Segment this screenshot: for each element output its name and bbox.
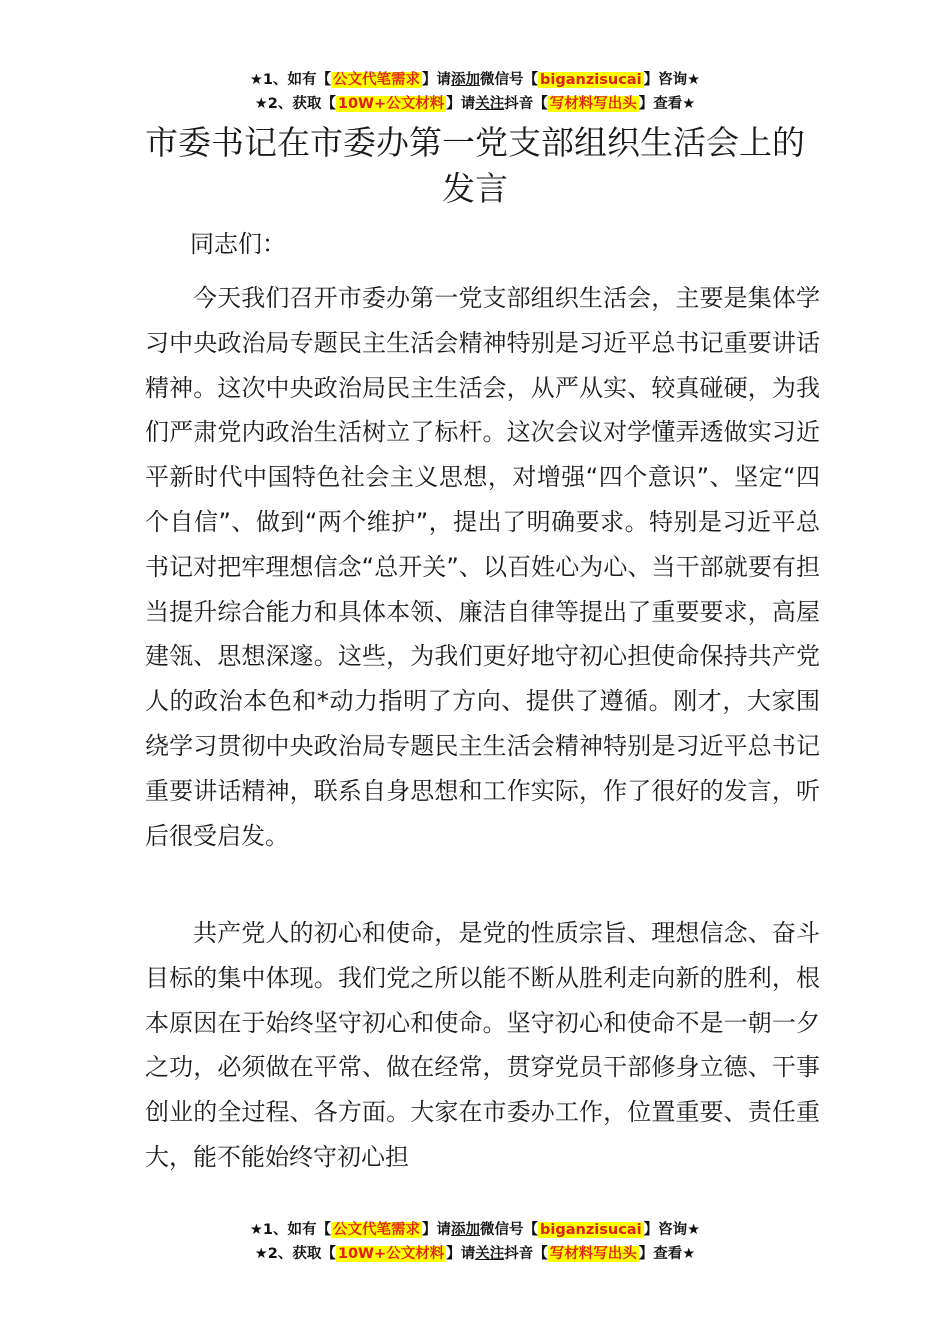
promo-text: 】查看★ <box>638 96 696 112</box>
promo-highlight: 10W+公文材料 <box>337 96 445 112</box>
salutation: 同志们： <box>190 230 286 258</box>
promo-line-2 <box>0 1242 950 1266</box>
promo-text: ★2、获取【 <box>254 1246 336 1262</box>
promo-highlight: biganzisucai <box>540 1222 642 1238</box>
promo-highlight: 公文代笔需求 <box>333 72 421 88</box>
body-paragraph: 今天我们召开市委办第一党支部组织生活会，主要是集体学习中央政治局专题民主生活会精神特别是习近平总书记重要讲话精神。这次中央政治局民主生活会，从严从实、较真碰硬，为我们严肃党内政治生活树立了标杆。这次会议对学懂弄透做实习近平新时代中国特色社会主义思想，对增强“四个意识”、坚定“四个自信”、做到“两个维护”，提出了明确要求。特别是习近平总书记对把牢理想信念“总开关”、以百姓心为心、当干部就要有担当提升综合能力和具体本领、廉洁自律等提出了重要要求，高屋建瓴、思想深邃。这些，为我们更好地守初心担使命保持共产党人的政治本色和*动力指明了方向、提供了遵循。刚才，大家围绕学习贯彻中央政治局专题民主生活会精神特别是习近平总书记重要讲话精神，联系自身思想和工作实际，作了很好的发言，听后很受启发。 <box>145 284 820 850</box>
promo-text: ★1、如有【 <box>249 72 332 88</box>
document-title: 市委书记在市委办第一党支部组织生活会上的发言 <box>145 123 805 208</box>
promo-text: ★2、获取【 <box>254 96 336 112</box>
promo-underlined: 关注 <box>475 1246 505 1262</box>
promo-text: 】咨询★ <box>643 1222 701 1238</box>
header-promo-banner <box>0 68 950 116</box>
promo-underlined: 添加 <box>451 72 481 88</box>
promo-text: 抖音【 <box>504 96 548 112</box>
promo-text: 】请 <box>446 1246 476 1262</box>
promo-text: 微信号【 <box>480 72 539 88</box>
promo-text: 】查看★ <box>638 1246 696 1262</box>
promo-text: 】请 <box>446 96 476 112</box>
promo-highlight: 写材料写出头 <box>549 1246 637 1262</box>
body-paragraph: 共产党人的初心和使命，是党的性质宗旨、理想信念、奋斗目标的集中体现。我们党之所以能不断从胜利走向新的胜利，根本原因在于始终坚守初心和使命。坚守初心和使命不是一朝一夕之功，必须做在平常、做在经常，贯穿党员干部修身立德、干事创业的全过程、各方面。大家在市委办工作，位置重要、责任重大，能不能始终守初心担 <box>145 919 820 1171</box>
promo-line-2 <box>0 92 950 116</box>
promo-highlight: 10W+公文材料 <box>337 1246 445 1262</box>
promo-highlight: 写材料写出头 <box>549 96 637 112</box>
promo-text: ★1、如有【 <box>249 1222 332 1238</box>
promo-text: 】咨询★ <box>643 72 701 88</box>
promo-line-1 <box>0 1218 950 1242</box>
promo-line-1 <box>0 68 950 92</box>
footer-promo-banner <box>0 1218 950 1266</box>
promo-highlight: biganzisucai <box>540 72 642 88</box>
promo-underlined: 添加 <box>451 1222 481 1238</box>
promo-underlined: 关注 <box>475 96 505 112</box>
promo-text: 微信号【 <box>480 1222 539 1238</box>
promo-text: 】请 <box>422 1222 452 1238</box>
promo-text: 抖音【 <box>504 1246 548 1262</box>
promo-highlight: 公文代笔需求 <box>333 1222 421 1238</box>
promo-text: 】请 <box>422 72 452 88</box>
